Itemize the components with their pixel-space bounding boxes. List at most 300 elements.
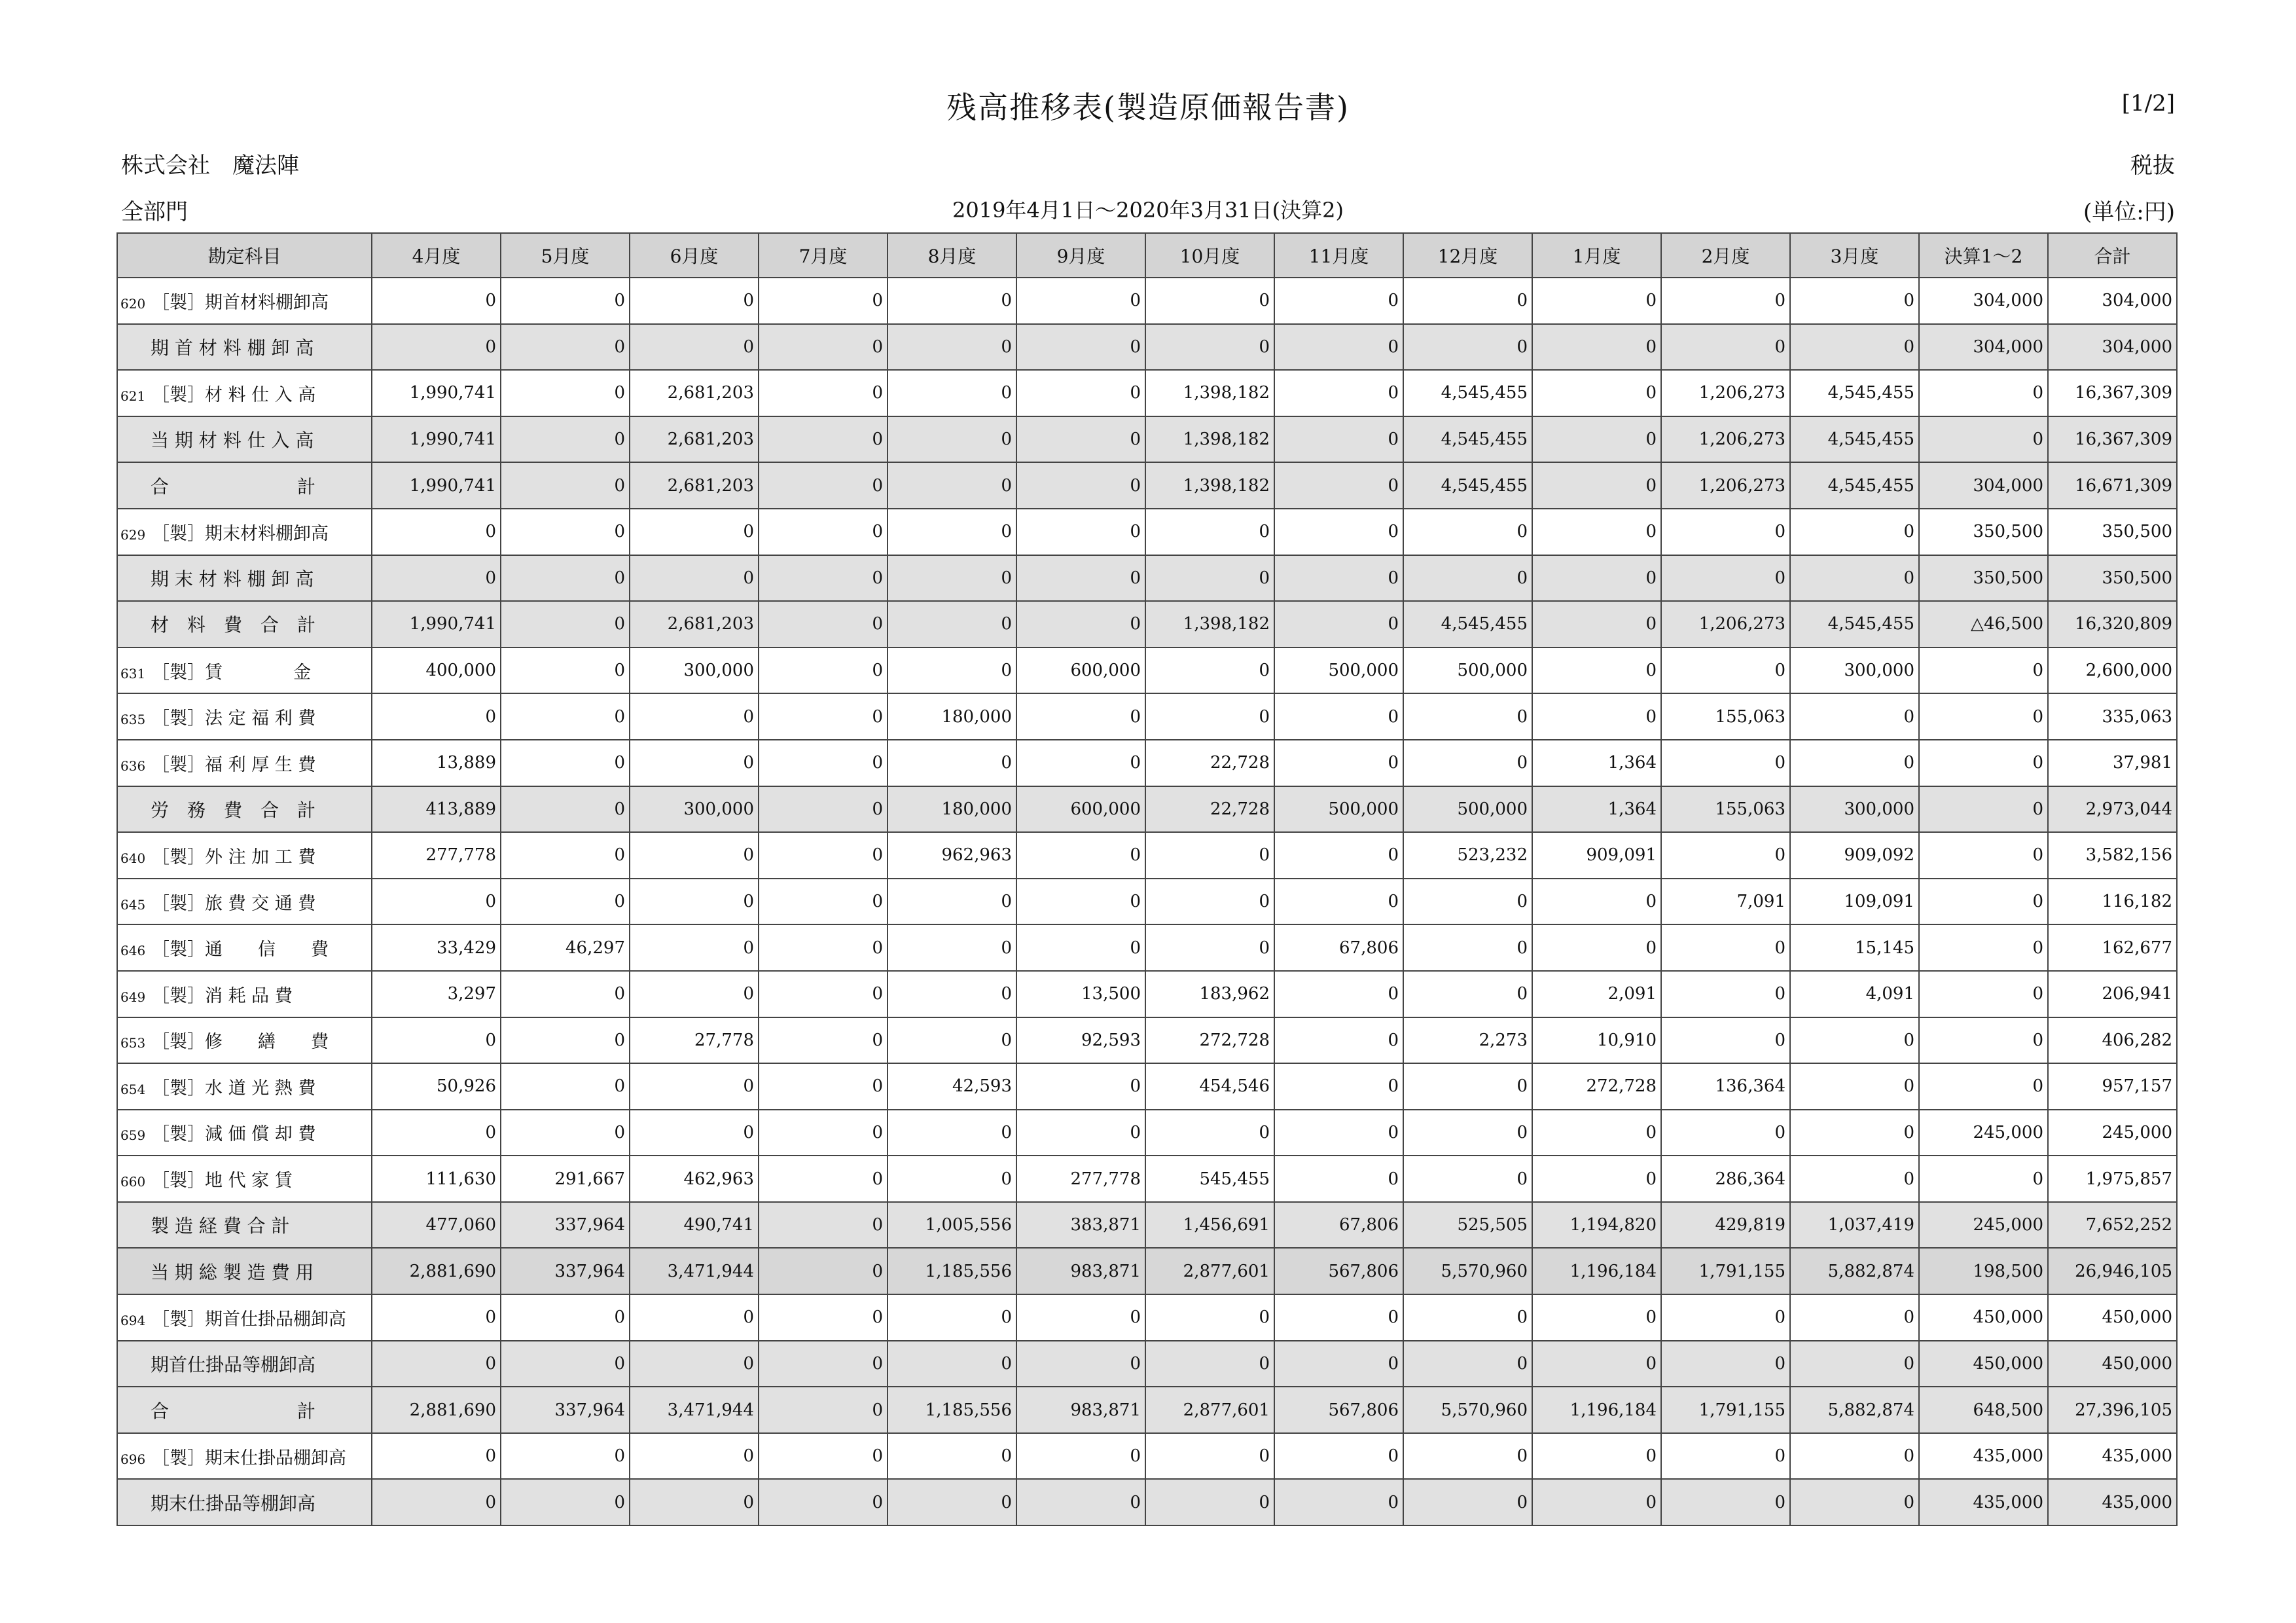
table-row [117,1156,2177,1202]
amount-cell: 304,000 [2048,278,2177,324]
column-header: 1月度 [1532,233,1661,278]
amount-cell: 0 [759,1063,888,1110]
account-name: 合 計 [151,475,316,498]
balance-table [117,232,2178,1526]
amount-cell: 454,546 [1145,1063,1274,1110]
amount-cell: 0 [630,832,759,879]
amount-cell: 183,962 [1145,971,1274,1017]
amount-cell: 1,990,741 [372,601,501,647]
amount-cell: 2,973,044 [2048,786,2177,833]
table-row [117,278,2177,324]
amount-cell: 0 [501,1063,630,1110]
amount-cell: 0 [1016,879,1145,925]
amount-cell: 450,000 [1919,1294,2048,1341]
amount-cell: 277,778 [1016,1156,1145,1202]
report-title: 残高推移表(製造原価報告書) [946,90,1350,125]
amount-cell: 1,196,184 [1532,1248,1661,1294]
amount-cell: 0 [1919,1156,2048,1202]
amount-cell: 0 [1403,1341,1532,1387]
amount-cell: 0 [1016,924,1145,971]
amount-cell: 0 [888,416,1016,463]
amount-cell: 2,681,203 [630,416,759,463]
amount-cell: 0 [1016,370,1145,416]
amount-cell: 0 [1274,1156,1403,1202]
account-cell [117,786,372,833]
amount-cell: 3,471,944 [630,1248,759,1294]
account-name: 合 計 [151,1400,316,1422]
column-header: 9月度 [1016,233,1145,278]
amount-cell: 0 [759,1479,888,1525]
amount-cell: 1,364 [1532,786,1661,833]
amount-cell: 272,728 [1145,1017,1274,1064]
amount-cell: 1,196,184 [1532,1387,1661,1433]
amount-cell: 0 [630,555,759,602]
account-name: 期首仕掛品等棚卸高 [151,1353,316,1376]
amount-cell: 0 [1661,1294,1790,1341]
amount-cell: 0 [630,1341,759,1387]
account-cell [117,832,372,879]
account-cell [117,601,372,647]
amount-cell: 0 [759,1294,888,1341]
amount-cell: 0 [1532,647,1661,694]
amount-cell: 2,877,601 [1145,1248,1274,1294]
account-cell [117,879,372,925]
amount-cell: 26,946,105 [2048,1248,2177,1294]
amount-cell: 337,964 [501,1387,630,1433]
subtotal-row [117,1248,2177,1294]
amount-cell: 0 [1016,1294,1145,1341]
account-name: ［製］期首仕掛品棚卸高 [152,1309,346,1330]
account-code: 631 [120,665,146,682]
amount-cell: 16,367,309 [2048,416,2177,463]
amount-cell: 304,000 [1919,324,2048,371]
amount-cell: 0 [501,1110,630,1156]
amount-cell: 0 [1919,971,2048,1017]
amount-cell: 0 [630,1433,759,1480]
amount-cell: 435,000 [2048,1479,2177,1525]
amount-cell: 1,398,182 [1145,601,1274,647]
amount-cell: 0 [1790,278,1919,324]
table-row [117,740,2177,786]
amount-cell: 180,000 [888,786,1016,833]
amount-cell: 0 [759,601,888,647]
amount-cell: 0 [1145,832,1274,879]
subtotal-row [117,1202,2177,1249]
column-header: 決算1～2 [1919,233,2048,278]
amount-cell: 0 [888,879,1016,925]
account-name: 材 料 費 合 計 [151,614,316,636]
account-name: ［製］消 耗 品 費 [152,985,293,1006]
page-number: [1/2] [2121,90,2175,117]
amount-cell: 0 [1790,1063,1919,1110]
amount-cell: 335,063 [2048,693,2177,740]
amount-cell: 0 [372,1341,501,1387]
account-code: 646 [120,943,146,959]
amount-cell: 0 [1532,1156,1661,1202]
column-header: 11月度 [1274,233,1403,278]
amount-cell: 0 [1661,971,1790,1017]
amount-cell: 0 [1274,740,1403,786]
amount-cell: 962,963 [888,832,1016,879]
amount-cell: 0 [1274,1433,1403,1480]
amount-cell: 0 [1274,324,1403,371]
account-cell [117,462,372,509]
amount-cell: 42,593 [888,1063,1016,1110]
amount-cell: 0 [630,1294,759,1341]
amount-cell: 0 [1532,1479,1661,1525]
subtotal-row [117,324,2177,371]
amount-cell: 0 [1016,324,1145,371]
amount-cell: 337,964 [501,1248,630,1294]
account-code: 654 [120,1081,146,1097]
column-header: 12月度 [1403,233,1532,278]
amount-cell: 0 [888,647,1016,694]
account-code: 629 [120,526,146,543]
amount-cell: 0 [1274,416,1403,463]
amount-cell: 4,545,455 [1790,601,1919,647]
amount-cell: 0 [1145,1433,1274,1480]
amount-cell: 0 [630,278,759,324]
amount-cell: 16,320,809 [2048,601,2177,647]
table-row [117,1017,2177,1064]
amount-cell: 0 [759,278,888,324]
amount-cell: 0 [1403,1110,1532,1156]
amount-cell: 0 [1790,693,1919,740]
amount-cell: 0 [1661,509,1790,555]
table-row [117,879,2177,925]
account-code: 640 [120,850,146,866]
amount-cell: 50,926 [372,1063,501,1110]
amount-cell: 0 [1790,324,1919,371]
account-code: 649 [120,989,146,1005]
amount-cell: 0 [1790,1433,1919,1480]
amount-cell: 67,806 [1274,924,1403,971]
table-row [117,1110,2177,1156]
column-header-account: 勘定科目 [117,233,372,278]
amount-cell: 1,990,741 [372,416,501,463]
account-cell [117,1063,372,1110]
amount-cell: 22,728 [1145,786,1274,833]
table-row [117,1433,2177,1480]
amount-cell: 0 [1661,832,1790,879]
column-header: 10月度 [1145,233,1274,278]
amount-cell: 2,881,690 [372,1248,501,1294]
amount-cell: 27,396,105 [2048,1387,2177,1433]
amount-cell: 4,545,455 [1790,416,1919,463]
amount-cell: 525,505 [1403,1202,1532,1249]
amount-cell: 435,000 [1919,1433,2048,1480]
amount-cell: 983,871 [1016,1387,1145,1433]
amount-cell: 0 [1661,647,1790,694]
amount-cell: 0 [1403,1156,1532,1202]
amount-cell: 0 [1919,924,2048,971]
amount-cell: 0 [759,555,888,602]
amount-cell: 0 [1403,278,1532,324]
currency-unit: (単位:円) [2083,199,2175,225]
amount-cell: 0 [1919,740,2048,786]
amount-cell: 500,000 [1274,786,1403,833]
amount-cell: 0 [1403,1479,1532,1525]
amount-cell: 0 [759,370,888,416]
amount-cell: 5,570,960 [1403,1387,1532,1433]
account-code: 620 [120,295,146,312]
amount-cell: 0 [1532,416,1661,463]
amount-cell: 304,000 [2048,324,2177,371]
amount-cell: 0 [759,1248,888,1294]
amount-cell: 2,681,203 [630,370,759,416]
amount-cell: 0 [1016,462,1145,509]
amount-cell: 0 [630,1063,759,1110]
report-period: 2019年4月1日～2020年3月31日(決算2) [952,198,1344,223]
amount-cell: 4,545,455 [1403,416,1532,463]
amount-cell: 0 [630,509,759,555]
amount-cell: 0 [501,1341,630,1387]
account-cell [117,509,372,555]
amount-cell: 350,500 [2048,555,2177,602]
amount-cell: 3,297 [372,971,501,1017]
amount-cell: 1,456,691 [1145,1202,1274,1249]
amount-cell: 291,667 [501,1156,630,1202]
account-code: 694 [120,1312,146,1328]
amount-cell: 0 [1145,647,1274,694]
account-name: 当 期 材 料 仕 入 高 [151,429,314,452]
amount-cell: 0 [1403,971,1532,1017]
amount-cell: 0 [888,1341,1016,1387]
amount-cell: 111,630 [372,1156,501,1202]
amount-cell: 245,000 [1919,1202,2048,1249]
account-name: ［製］減 価 償 却 費 [152,1124,316,1145]
account-cell [117,1202,372,1249]
amount-cell: 0 [501,786,630,833]
amount-cell: 0 [1661,1479,1790,1525]
amount-cell: 0 [1145,555,1274,602]
account-cell [117,1387,372,1433]
amount-cell: 245,000 [1919,1110,2048,1156]
account-name: ［製］法 定 福 利 費 [152,708,316,729]
company-name: 株式会社 魔法陣 [121,153,299,179]
subtotal-row [117,1341,2177,1387]
amount-cell: 109,091 [1790,879,1919,925]
amount-cell: 0 [1274,509,1403,555]
amount-cell: 1,398,182 [1145,416,1274,463]
amount-cell: 0 [1274,555,1403,602]
amount-cell: 5,882,874 [1790,1248,1919,1294]
amount-cell: 2,600,000 [2048,647,2177,694]
amount-cell: 0 [1403,324,1532,371]
account-name: 期末仕掛品等棚卸高 [151,1492,316,1514]
amount-cell: 0 [1661,324,1790,371]
amount-cell: 1,185,556 [888,1248,1016,1294]
amount-cell: 0 [1532,1294,1661,1341]
amount-cell: 7,091 [1661,879,1790,925]
column-header: 8月度 [888,233,1016,278]
account-cell [117,647,372,694]
amount-cell: 0 [759,1017,888,1064]
amount-cell: 300,000 [1790,786,1919,833]
table-header-row [117,233,2177,278]
amount-cell: 0 [1274,832,1403,879]
amount-cell: 0 [1532,1341,1661,1387]
amount-cell: 0 [372,693,501,740]
amount-cell: 0 [501,278,630,324]
amount-cell: 0 [1790,555,1919,602]
subtotal-row [117,1387,2177,1433]
amount-cell: 0 [1790,509,1919,555]
amount-cell: 0 [1145,278,1274,324]
account-cell [117,278,372,324]
amount-cell: 523,232 [1403,832,1532,879]
amount-cell: 1,206,273 [1661,462,1790,509]
amount-cell: 4,545,455 [1790,370,1919,416]
account-name: ［製］外 注 加 工 費 [152,847,316,867]
amount-cell: 0 [501,1294,630,1341]
amount-cell: 0 [501,416,630,463]
amount-cell: 0 [1274,971,1403,1017]
account-name: 労 務 費 合 計 [151,799,316,821]
account-name: ［製］水 道 光 熱 費 [152,1078,316,1099]
amount-cell: 983,871 [1016,1248,1145,1294]
amount-cell: 0 [759,324,888,371]
amount-cell: 0 [1016,555,1145,602]
table-row [117,1294,2177,1341]
amount-cell: 0 [1790,1341,1919,1387]
amount-cell: 0 [1145,1479,1274,1525]
account-cell [117,1110,372,1156]
account-cell [117,1156,372,1202]
account-cell [117,1248,372,1294]
amount-cell: 0 [1274,462,1403,509]
amount-cell: 206,941 [2048,971,2177,1017]
amount-cell: 162,677 [2048,924,2177,971]
account-cell [117,555,372,602]
amount-cell: 0 [759,1341,888,1387]
amount-cell: 155,063 [1661,786,1790,833]
amount-cell: 450,000 [1919,1341,2048,1387]
amount-cell: 0 [372,555,501,602]
amount-cell: 4,545,455 [1790,462,1919,509]
amount-cell: 0 [1532,555,1661,602]
amount-cell: 0 [1145,693,1274,740]
amount-cell: 383,871 [1016,1202,1145,1249]
amount-cell: 400,000 [372,647,501,694]
amount-cell: 0 [1403,1063,1532,1110]
amount-cell: 1,364 [1532,740,1661,786]
amount-cell: 33,429 [372,924,501,971]
amount-cell: 406,282 [2048,1017,2177,1064]
account-code: 696 [120,1451,146,1467]
column-header: 5月度 [501,233,630,278]
amount-cell: 13,500 [1016,971,1145,1017]
amount-cell: 0 [1016,1479,1145,1525]
amount-cell: 0 [1532,1110,1661,1156]
amount-cell: 46,297 [501,924,630,971]
amount-cell: 0 [501,832,630,879]
department: 全部門 [121,199,188,225]
amount-cell: 4,091 [1790,971,1919,1017]
account-cell [117,1341,372,1387]
amount-cell: 2,681,203 [630,462,759,509]
amount-cell: 435,000 [2048,1433,2177,1480]
amount-cell: 0 [888,509,1016,555]
amount-cell: 0 [501,1017,630,1064]
amount-cell: 0 [1016,509,1145,555]
account-code: 653 [120,1035,146,1051]
column-header: 2月度 [1661,233,1790,278]
amount-cell: 0 [1016,1341,1145,1387]
amount-cell: 500,000 [1403,647,1532,694]
account-name: ［製］賃 金 [152,662,311,683]
amount-cell: 0 [888,370,1016,416]
amount-cell: 0 [1274,879,1403,925]
amount-cell: 37,981 [2048,740,2177,786]
amount-cell: 0 [1403,509,1532,555]
amount-cell: 0 [1274,278,1403,324]
amount-cell: 2,881,690 [372,1387,501,1433]
amount-cell: 0 [888,971,1016,1017]
amount-cell: 272,728 [1532,1063,1661,1110]
amount-cell: 909,092 [1790,832,1919,879]
account-code: 621 [120,388,146,404]
amount-cell: 0 [372,1479,501,1525]
table-row [117,832,2177,879]
amount-cell: 0 [630,924,759,971]
amount-cell: 600,000 [1016,647,1145,694]
amount-cell: 0 [1016,601,1145,647]
amount-cell: 0 [1016,416,1145,463]
amount-cell: 0 [759,971,888,1017]
amount-cell: 0 [759,1156,888,1202]
account-cell [117,324,372,371]
amount-cell: △46,500 [1919,601,2048,647]
amount-cell: 1,206,273 [1661,416,1790,463]
amount-cell: 0 [1403,879,1532,925]
amount-cell: 116,182 [2048,879,2177,925]
amount-cell: 0 [501,647,630,694]
amount-cell: 0 [759,879,888,925]
amount-cell: 5,570,960 [1403,1248,1532,1294]
amount-cell: 450,000 [2048,1341,2177,1387]
amount-cell: 0 [501,601,630,647]
amount-cell: 0 [888,324,1016,371]
amount-cell: 0 [1016,740,1145,786]
amount-cell: 0 [1016,1063,1145,1110]
amount-cell: 0 [888,1433,1016,1480]
column-header: 合計 [2048,233,2177,278]
amount-cell: 0 [1661,1110,1790,1156]
amount-cell: 13,889 [372,740,501,786]
amount-cell: 350,500 [1919,555,2048,602]
amount-cell: 0 [1274,693,1403,740]
amount-cell: 0 [888,1017,1016,1064]
amount-cell: 0 [1145,509,1274,555]
amount-cell: 1,975,857 [2048,1156,2177,1202]
amount-cell: 0 [1919,832,2048,879]
amount-cell: 300,000 [630,786,759,833]
amount-cell: 286,364 [1661,1156,1790,1202]
amount-cell: 300,000 [1790,647,1919,694]
amount-cell: 4,545,455 [1403,601,1532,647]
amount-cell: 0 [501,509,630,555]
amount-cell: 180,000 [888,693,1016,740]
amount-cell: 0 [1532,1433,1661,1480]
amount-cell: 0 [1145,879,1274,925]
amount-cell: 0 [1919,693,2048,740]
amount-cell: 500,000 [1274,647,1403,694]
amount-cell: 1,206,273 [1661,601,1790,647]
amount-cell: 1,791,155 [1661,1248,1790,1294]
amount-cell: 0 [759,1110,888,1156]
amount-cell: 957,157 [2048,1063,2177,1110]
